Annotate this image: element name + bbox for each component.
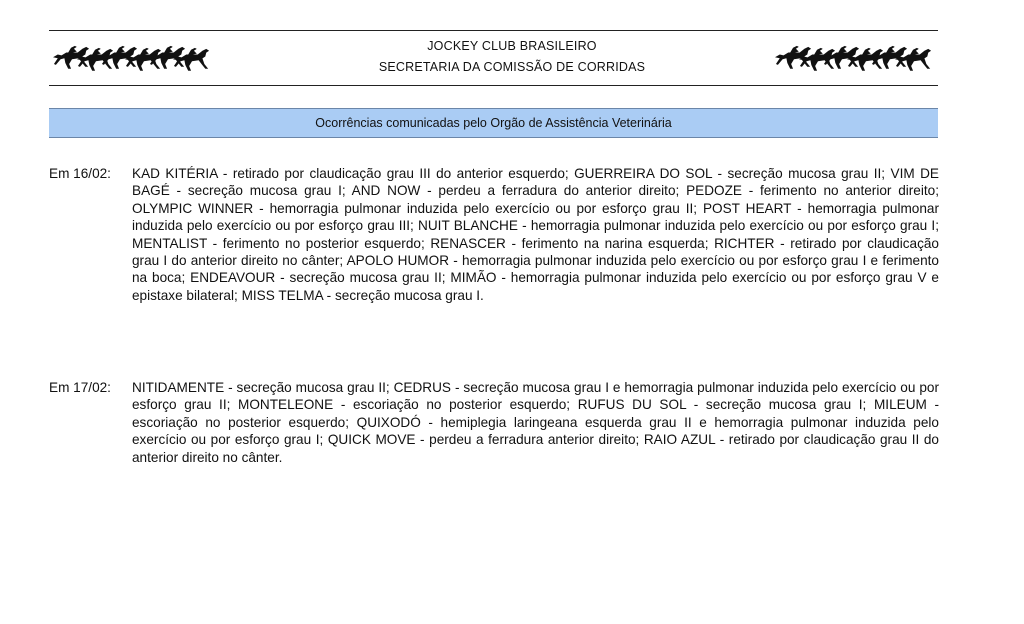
department-name: SECRETARIA DA COMISSÃO DE CORRIDAS: [378, 60, 646, 74]
org-name: JOCKEY CLUB BRASILEIRO: [427, 39, 597, 53]
header-top-rule: [49, 30, 938, 31]
header-bottom-rule: [49, 85, 938, 86]
entry-text: NITIDAMENTE - secreção mucosa grau II; CEDRUS - secreção mucosa grau I e hemorragia pulmonar induzida pelo exercício ou por esforço grau II; MONTELEONE - escoriação no posterior esquerdo; RUFUS DU SOL - secreção mucosa grau I; MILEUM - escoriação no posterior esquerdo; QUIXODÓ - hemiplegia laringeana esquerda grau II e hemorragia pulmonar induzida pelo exercício ou por esforço grau I; QUICK MOVE - perdeu a ferradura anterior direito; RAIO AZUL - retirado por claudicação grau II do anterior direito no cânter.: [132, 380, 939, 465]
entry-date: Em 17/02:: [49, 380, 111, 395]
section-title-band: Ocorrências comunicadas pelo Orgão de Assistência Veterinária: [49, 108, 938, 138]
racing-horses-icon: [775, 44, 935, 74]
entry-text: KAD KITÉRIA - retirado por claudicação grau III do anterior esquerdo; GUERREIRA DO SOL - secreção mucosa grau II; VIM DE BAGÉ - secreção mucosa grau I; AND NOW - perdeu a ferradura do anterior direito; PEDOZE - ferimento no anterior direito; OLYMPIC WINNER - hemorragia pulmonar induzida pelo exercício ou por esforço grau II; POST HEART - hemorragia pulmonar induzida pelo exercício ou por esforço grau III; NUIT BLANCHE - hemorragia pulmonar induzida pelo exercício ou por esforço grau I; MENTALIST - ferimento no posterior esquerdo; RENASCER - ferimento na narina esquerda; RICHTER - retirado por claudicação grau I do anterior direito no cânter; APOLO HUMOR - hemorragia pulmonar induzida pelo exercício ou por esforço grau I e ferimento na boca; ENDEAVOUR - secreção mucosa grau II; MIMÃO - hemorragia pulmonar induzida pelo exercício ou por esforço grau V e epistaxe bilateral; MISS TELMA - secreção mucosa grau I.: [132, 166, 939, 303]
occurrence-entry: [49, 379, 939, 466]
entry-date: Em 16/02:: [49, 166, 111, 181]
occurrence-entry: [49, 165, 939, 304]
